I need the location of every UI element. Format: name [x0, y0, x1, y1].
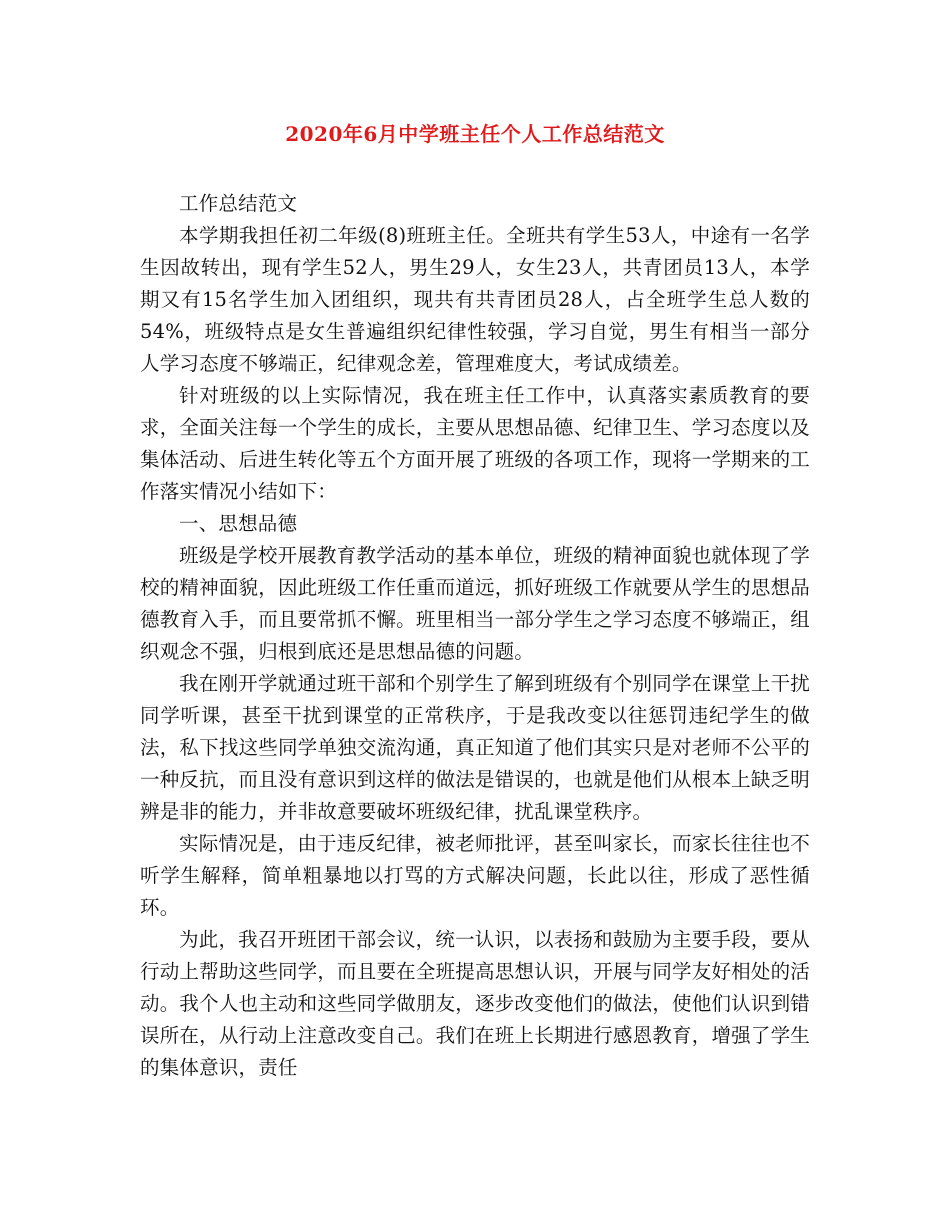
- paragraph-work-approach: 针对班级的以上实际情况，我在班主任工作中，认真落实素质教育的要求，全面关注每一个学生的成长，主要从思想品德、纪律卫生、学习态度以及集体活动、后进生转化等五个方面开展了班级的各项工作，现将一学期来的工作落实情况小结如下：: [140, 384, 810, 503]
- paragraph-measures: 为此，我召开班团干部会议，统一认识，以表扬和鼓励为主要手段，要从行动上帮助这些同学，而且要在全班提高思想认识，开展与同学友好相处的活动。我个人也主动和这些同学做朋友，逐步改变他们的做法，使他们认识到错误所在，从行动上注意改变自己。我们在班上长期进行感恩教育，增强了学生的集体意识，责任: [140, 928, 810, 1079]
- paragraph-heading: 工作总结范文: [179, 192, 298, 215]
- paragraph-classroom-discipline: 我在刚开学就通过班干部和个别学生了解到班级有个别同学在课堂上干扰同学听课，甚至干扰到课堂的正常秩序，于是我改变以往惩罚违纪学生的做法，私下找这些同学单独交流沟通，真正知道了他们其实只是对老师不公平的一种反抗，而且没有意识到这样的做法是错误的，也就是他们从根本上缺乏明辨是非的能力，并非故意要破坏班级纪律，扰乱课堂秩序。: [140, 672, 810, 823]
- section-heading-moral: 一、思想品德: [179, 512, 298, 535]
- document-title: 2020年6月中学班主任个人工作总结范文: [285, 122, 665, 146]
- document-body: [140, 188, 810, 1084]
- paragraph-class-overview: 本学期我担任初二年级(8)班班主任。全班共有学生53人，中途有一名学生因故转出，现有学生52人，男生29人，女生23人，共青团员13人，本学期又有15名学生加入团组织，现共有共青团员28人，占全班学生总人数的54%，班级特点是女生普遍组织纪律性较强，学习自觉，男生有相当一部分人学习态度不够端正，纪律观念差，管理难度大，考试成绩差。: [140, 224, 810, 375]
- paragraph-moral-education: 班级是学校开展教育教学活动的基本单位，班级的精神面貌也就体现了学校的精神面貌，因此班级工作任重而道远，抓好班级工作就要从学生的思想品德教育入手，而且要常抓不懈。班里相当一部分学生之学习态度不够端正，组织观念不强，归根到底还是思想品德的问题。: [140, 544, 810, 663]
- paragraph-actual-situation: 实际情况是，由于违反纪律，被老师批评，甚至叫家长，而家长往往也不听学生解释，简单粗暴地以打骂的方式解决问题，长此以往，形成了恶性循环。: [140, 832, 810, 919]
